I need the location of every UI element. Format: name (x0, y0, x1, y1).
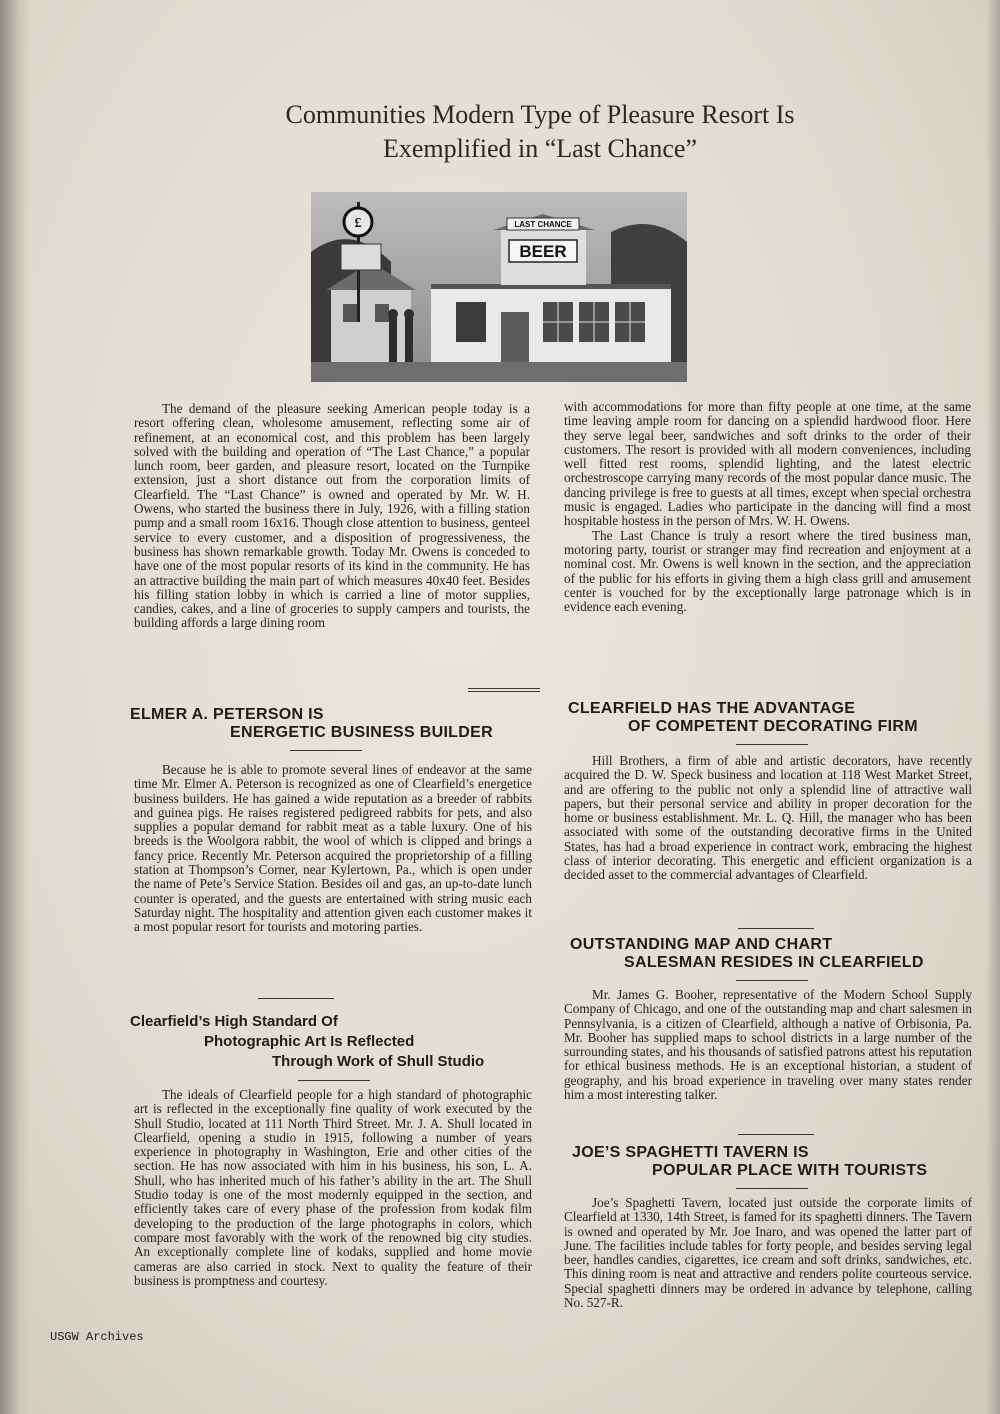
map-headline-rule (736, 980, 808, 981)
photo-sign-label: LAST CHANCE (514, 220, 572, 229)
lead-article-right-column (564, 400, 971, 614)
decorating-headline-line-1: CLEARFIELD HAS THE ADVANTAGE (568, 700, 856, 717)
svg-text:£: £ (354, 216, 362, 231)
section-divider (468, 688, 540, 689)
lead-article-right-text-1: with accommodations for more than fifty people at one time, at the same time leaving ample room for dancing on a splendid hardwood floor. Here they serve legal beer, sandwiches and soft drinks to the order of their customers. The resort is provided with all modern conveniences, including well fitted rest rooms, splendid lighting, and the latest electric orchestroscope carrying many records of the most popular dance music. The dancing privilege is free to guests at all times, except when special orchestra music is engaged. Ladies who participate in the dancing will find a most hospitable hostess in the person of Mrs. W. H. Owens. (564, 399, 971, 529)
decorating-headline-rule (736, 744, 808, 745)
lead-article-left-text: The demand of the pleasure seeking American people today is a resort offering clean, wholesome amusement, reflecting some air of refinement, at an economical cost, and this problem has been largely solved with the building and operation of “The Last Chance,” a popular lunch room, beer garden, and pleasure resort, located on the Turnpike extension, just a short distance out from the corporation limits of Clearfield. The “Last Chance” is owned and operated by Mr. W. H. Owens, who started the business there in July, 1926, with a filling station pump and a small room 16x16. Though close attention to business, genteel service to every customer, and a disposition of progressiveness, the business has shown remarkable growth. Today Mr. Owens is conceded to have one of the most popular resorts of its kind in the community. He has an attractive building the main part of which measures 40x40 feet. Besides his filling station lobby in which is carried a line of motor supplies, candies, cakes, and a line of groceries to supply campers and tourists, the building affords a large dining room (134, 401, 530, 631)
shull-headline-line-3: Through Work of Shull Studio (272, 1053, 485, 1070)
page-edge-shadow-left (0, 0, 30, 1414)
joes-headline-line-1: JOE’S SPAGHETTI TAVERN IS (572, 1144, 809, 1161)
joes-article-text: Joe’s Spaghetti Tavern, located just outside the corporate limits of Clearfield at 1330, 14th Street, is famed for its spaghetti dinners. The Tavern is owned and operated by Mr. Joe Inaro, and was opened the latter part of June. The facilities include tables for forty people, and besides serving legal beer, handles candies, cigarettes, ice cream and soft drinks, sandwiches, etc. This dining room is neat and attractive and renders polite courteous service. Special spaghetti dinners may be ordered in advance by telephone, calling No. 527-R. (564, 1195, 972, 1311)
photo-beer-label: BEER (519, 242, 567, 261)
archive-watermark: USGW Archives (50, 1330, 144, 1344)
map-end-rule (738, 1134, 814, 1135)
peterson-end-rule (258, 998, 334, 999)
shull-article (134, 1088, 532, 1288)
lead-article-left-column (134, 402, 530, 631)
decorating-headline-line-2: OF COMPETENT DECORATING FIRM (628, 718, 918, 735)
page-edge-shadow-right (986, 0, 1000, 1414)
peterson-headline (130, 706, 530, 742)
shull-headline (130, 1012, 532, 1072)
joes-headline-line-2: POPULAR PLACE WITH TOURISTS (652, 1162, 928, 1179)
peterson-headline-line-1: ELMER A. PETERSON IS (130, 706, 324, 723)
last-chance-photo (311, 192, 687, 382)
shull-headline-rule (298, 1080, 370, 1081)
shull-headline-line-2: Photographic Art Is Reflected (204, 1033, 415, 1050)
joes-article (564, 1196, 972, 1310)
map-headline (570, 936, 974, 972)
page-title (160, 98, 920, 166)
map-article (564, 988, 972, 1102)
map-article-text: Mr. James G. Booher, representative of the Modern School Supply Company of Chicago, and one of the outstanding map and chart salesmen in Pennsylvania, is a citizen of Clearfield, although a native of Orbisonia, Pa. Mr. Booher has supplied maps to school districts in a large number of the surrounding states, and his thousands of satisfied patrons attest his reputation for ethical business methods. He is an exceptional historian, a student of geography, and his broad experience in traveling over many states render him a most interesting talker. (564, 987, 972, 1103)
map-headline-line-1: OUTSTANDING MAP AND CHART (570, 936, 833, 953)
last-chance-building-illustration (311, 192, 687, 382)
shull-article-text: The ideals of Clearfield people for a high standard of photographic art is reflected in the exceptionally fine quality of work executed by the Shull Studio, located at 111 North Third Street. Mr. J. A. Shull located in Clearfield, opening a studio in 1915, following a number of years experience in photography in Washington, Erie and other cities of the section. He has now associated with him in his business, his son, L. A. Shull, who has inherited much of his father’s ability in the art. The Shull Studio today is one of the most modernly equipped in the section, and efficiently takes care of every phase of the profession from kodak film developing to the production of the large photographs in colors, which compare most favorably with the work of the renowned big city studies. An exceptionally complete line of kodaks, supplied and home movie cameras are also carried in stock. Next to quality the feature of their business is promptness and courtesy. (134, 1087, 532, 1288)
title-line-2: Exemplified in “Last Chance” (382, 134, 698, 163)
peterson-article-text: Because he is able to promote several lines of endeavor at the same time Mr. Elmer A. Peterson is recognized as one of Clearfield’s energetice business builders. He has gained a wide reputation as a breeder of rabbits and guinea pigs. He raises registered pedigreed rabbits for pets, and also supplies a popular demand for rabbit meat as a table luxury. One of his breeds is the Woolgora rabbit, the wool of which is clipped and brings a fancy price. Recently Mr. Peterson acquired the proprietorship of a filling station at Thompson’s Corner, near Kylertown, Pa., which is open under the name of Pete’s Service Station. Besides oil and gas, an up-to-date lunch counter is operated, and the guests are entertained with string music each Saturday night. The hospitality and attention given each customer makes it a most popular resort for tourists and motoring parties. (134, 762, 532, 935)
joes-headline-rule (736, 1188, 808, 1189)
peterson-headline-line-2: ENERGETIC BUSINESS BUILDER (230, 724, 493, 741)
peterson-headline-rule (290, 750, 362, 751)
decorating-headline (568, 700, 972, 736)
peterson-article (134, 763, 532, 935)
title-line-1: Communities Modern Type of Pleasure Resort Is (285, 100, 795, 129)
map-headline-line-2: SALESMAN RESIDES IN CLEARFIELD (624, 954, 924, 971)
decorating-article-text: Hill Brothers, a firm of able and artistic decorators, have recently acquired the D. W. Speck business and location at 118 West Market Street, and are offering to the public not only a splendid line of attractive wall papers, but their personal service and ability in proper decoration for the home or business establishment. Mr. L. Q. Hill, the manager who has been associated with some of the outstanding decorative firms in the United States, has had a broad experience in contract work, embracing the highest class of interior decorating. This energetic and efficient organization is a decided asset to the commercial advantages of Clearfield. (564, 753, 972, 883)
lead-article-right-text-2: The Last Chance is truly a resort where the tired business man, motoring party, tourist or stranger may find recreation and enjoyment at a nominal cost. Mr. Owens is well known in the section, and the appreciation of the public for his efforts in giving them a high class grill and amusement center is vouched for by the exceptionally large patronage which is in evidence each evening. (564, 527, 971, 615)
joes-headline (572, 1144, 976, 1180)
shull-headline-line-1: Clearfield’s High Standard Of (130, 1013, 338, 1030)
decorating-article (564, 754, 972, 883)
section-divider-2 (468, 691, 540, 692)
decorating-end-rule (738, 928, 814, 929)
